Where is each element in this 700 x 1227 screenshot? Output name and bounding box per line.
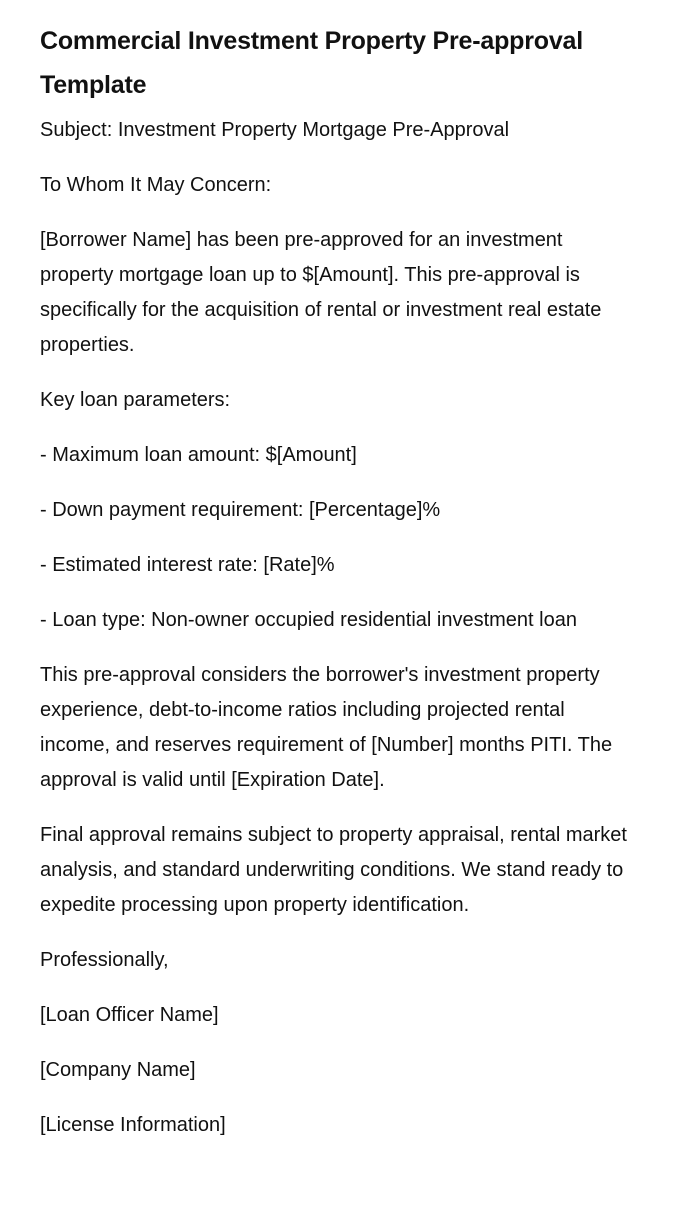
subject-line: Subject: Investment Property Mortgage Pre-Approval xyxy=(40,119,510,141)
parameter-item-down-payment: - Down payment requirement: [Percentage]% xyxy=(40,499,441,521)
intro-paragraph: [Borrower Name] has been pre-approved for an investment property mortgage loan up to $[Amount]. This pre-approval is specifically for the acquisition of rental or investment real estate properties. xyxy=(40,229,602,356)
parameter-item-interest-rate: - Estimated interest rate: [Rate]% xyxy=(40,554,335,576)
salutation: To Whom It May Concern: xyxy=(40,174,272,196)
considerations-paragraph: This pre-approval considers the borrower's investment property experience, debt-to-income ratios including projected rental income, and reserves requirement of [Number] months PITI. The approval is valid until [Expiration Date]. xyxy=(40,664,613,791)
final-approval-paragraph: Final approval remains subject to property appraisal, rental market analysis, and standard underwriting conditions. We stand ready to expedite processing upon property identification. xyxy=(40,824,627,916)
closing-line: Professionally, xyxy=(40,949,169,971)
parameter-item-max-loan: - Maximum loan amount: $[Amount] xyxy=(40,444,357,466)
document-title: Commercial Investment Property Pre-approval Template xyxy=(40,27,583,99)
signature-officer: [Loan Officer Name] xyxy=(40,1004,219,1026)
signature-license: [License Information] xyxy=(40,1114,226,1136)
parameters-heading: Key loan parameters: xyxy=(40,389,231,411)
signature-company: [Company Name] xyxy=(40,1059,196,1081)
parameter-item-loan-type: - Loan type: Non-owner occupied residential investment loan xyxy=(40,609,577,631)
